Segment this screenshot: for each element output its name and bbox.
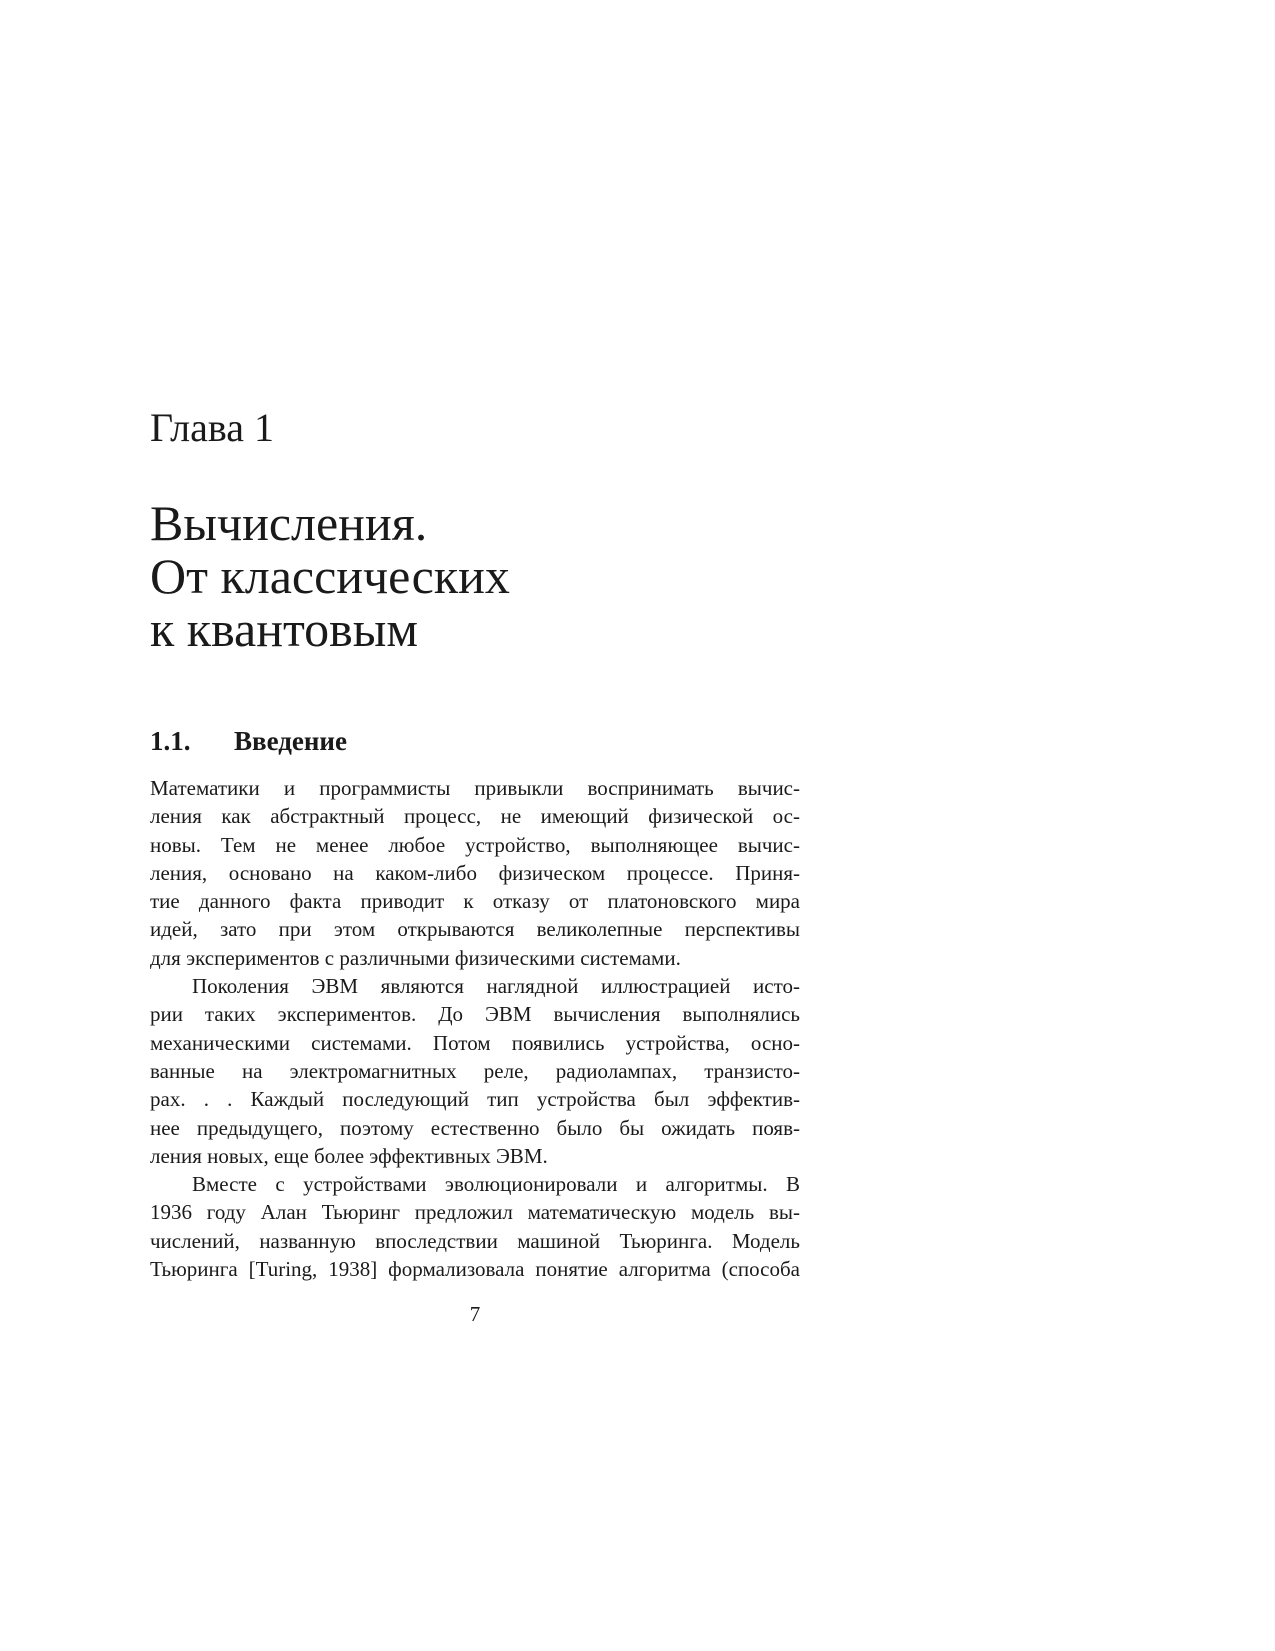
book-page — [150, 0, 800, 1651]
body-text — [150, 774, 800, 1283]
text-line: рах. . . Каждый последующий тип устройства был эффектив- — [150, 1087, 800, 1112]
text-line: Математики и программисты привыкли воспринимать вычис- — [150, 776, 800, 800]
chapter-title-line: к квантовым — [150, 601, 419, 657]
text-line: 1936 году Алан Тьюринг предложил математическую модель вы- — [150, 1200, 800, 1225]
paragraph — [150, 774, 800, 972]
chapter-label: Глава 1 — [150, 405, 274, 450]
chapter-title — [150, 497, 510, 656]
section-heading — [150, 724, 347, 758]
text-line: для экспериментов с различными физическими системами. — [150, 945, 681, 970]
text-line: рии таких экспериментов. До ЭВМ вычисления выполнялись — [150, 1002, 800, 1027]
text-line: идей, зато при этом открываются великолепные перспективы — [150, 917, 800, 942]
text-line: ванные на электромагнитных реле, радиолампах, транзисто- — [150, 1058, 800, 1083]
chapter-title-line: От классических — [150, 548, 510, 604]
section-number: 1.1. — [150, 726, 191, 756]
section-title: Введение — [234, 726, 347, 756]
chapter-title-line: Вычисления. — [150, 495, 428, 551]
text-line: числений, названную впоследствии машиной Тьюринга. Модель — [150, 1228, 800, 1253]
text-line: ления как абстрактный процесс, не имеющий физической ос- — [150, 804, 800, 829]
text-line: нее предыдущего, поэтому естественно было бы ожидать появ- — [150, 1115, 800, 1140]
text-line: ления, основано на каком-либо физическом процессе. Приня- — [150, 860, 800, 885]
paragraph — [150, 1170, 800, 1283]
text-line: новы. Тем не менее любое устройство, выполняющее вычис- — [150, 832, 800, 857]
text-line: механическими системами. Потом появились устройства, осно- — [150, 1030, 800, 1055]
text-line: Тьюринга [Turing, 1938] формализовала понятие алгоритма (способа — [150, 1257, 800, 1282]
text-line: Поколения ЭВМ являются наглядной иллюстрацией исто- — [192, 974, 800, 999]
page-number: 7 — [469, 1302, 481, 1326]
paragraph — [150, 972, 800, 1170]
text-line: ления новых, еще более эффективных ЭВМ. — [150, 1143, 548, 1168]
text-line: Вместе с устройствами эволюционировали и алгоритмы. В — [192, 1172, 800, 1197]
text-line: тие данного факта приводит к отказу от платоновского мира — [150, 889, 800, 914]
